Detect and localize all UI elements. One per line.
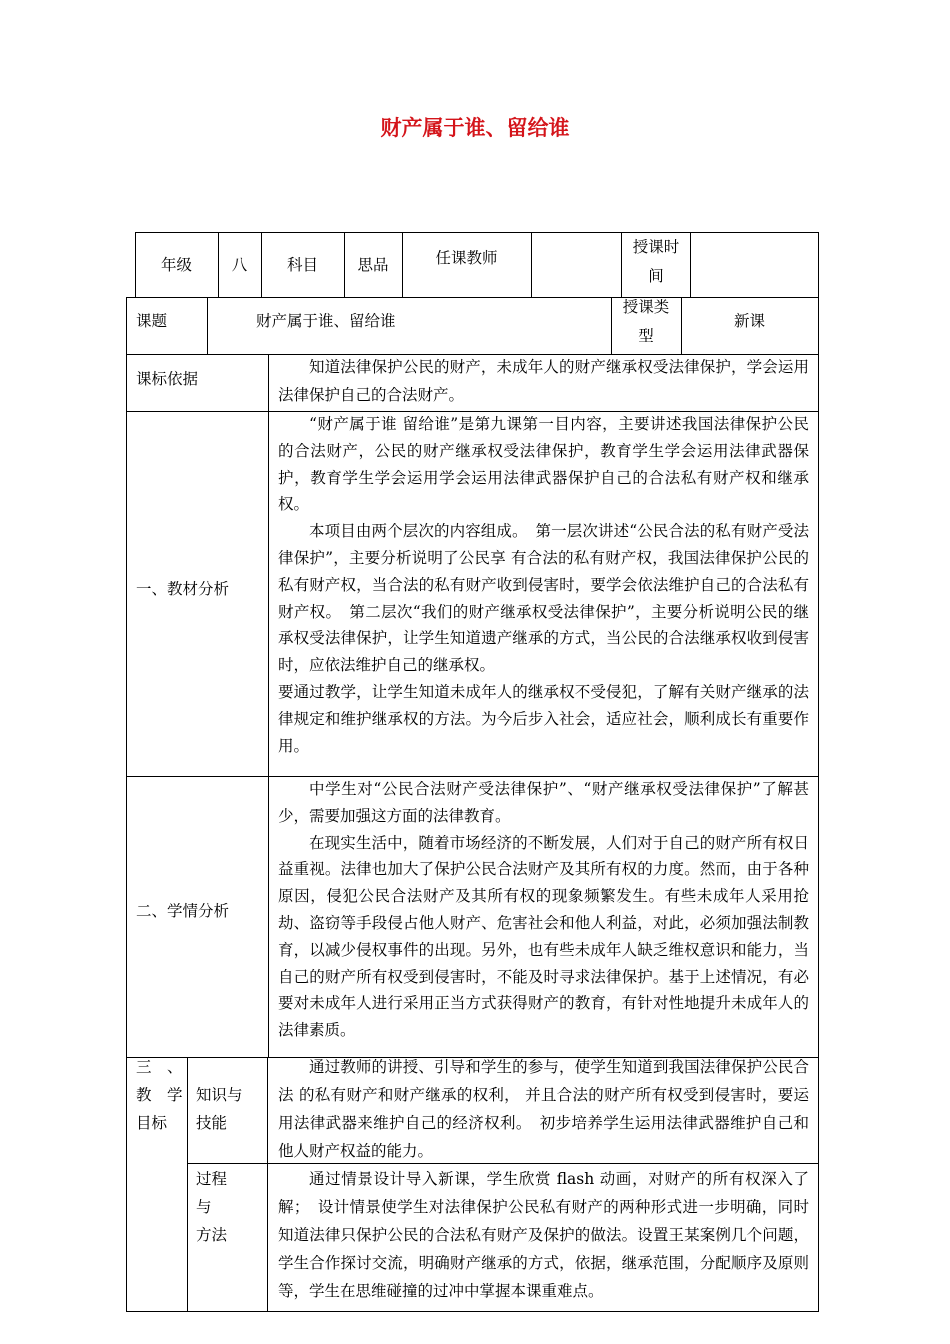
process-label-line: 过程 bbox=[196, 1170, 228, 1188]
students-text-block bbox=[278, 776, 809, 1044]
process-text: 通过情景设计导入新课，学生欣赏 flash 动画，对财产的所有权深入了解； 设计情景使学生对法律保护公民私有财产的两种形式进一步明确，同时知道法律只保护公民的合法私有财产及保护的做法。设置王某案例几个问题，学生合作探讨交流，明确财产继承的方式，依据，继承范围，分配顺序及原则等，学生在思维碰撞的过冲中掌握本课重难点。 bbox=[278, 1170, 809, 1300]
students-paragraph: 在现实生活中，随着市场经济的不断发展，人们对于自己的财产所有权日益重视。法律也加大了保护公民合法财产及其所有权的力度。然而，由于各种原因，侵犯公民合法财产及其所有权的现象频繁发生。有些未成年人采用抢劫、盗窃等手段侵占他人财产、危害社会和他人利益，对此，必须加强法制教育，以减少侵权事件的出现。另外，也有些未成年人缺乏维权意识和能力，当自己的财产所有权受到侵害时，不能及时寻求法律保护。基于上述情况，有必要对未成年人进行采用正当方式获得财产的教育，有针对性地提升未成年人的法律素质。 bbox=[278, 833, 809, 1040]
grade-label: 年级 bbox=[160, 256, 192, 274]
process-label bbox=[196, 1165, 227, 1249]
grade-value: 八 bbox=[231, 256, 248, 274]
table-border bbox=[187, 1057, 188, 1312]
material-paragraph: “财产属于谁 留给谁”是第九课第一目内容，主要讲述我国法律保护公民的合法财产，公民的财产继承权受法律保护，教育学生学会运用法律武器保护，教育学生学会运用学会运用法律武器保护自己的合法私有财产权和继承权。 bbox=[278, 415, 809, 514]
teacher-label: 任课教师 bbox=[435, 249, 498, 267]
table-border bbox=[126, 297, 819, 298]
table-border bbox=[126, 1311, 819, 1312]
basis-text-block bbox=[278, 353, 809, 409]
process-label-line: 与 bbox=[196, 1198, 212, 1216]
topic-label: 课题 bbox=[136, 312, 168, 330]
knowledge-text: 通过教师的讲授、引导和学生的参与，使学生知道到我国法律保护公民合法 的私有财产和财产继承的权利， 并且合法的财产所有权受到侵害时，要运用法律武器来维护自己的经济权利。 初步培养学生运用法律武器维护自己和他人财产权益的能力。 bbox=[278, 1058, 809, 1160]
table-border bbox=[621, 232, 622, 297]
basis-text: 知道法律保护公民的财产，未成年人的财产继承权受法律保护，学会运用法律保护自己的合法财产。 bbox=[278, 358, 809, 404]
table-border bbox=[126, 297, 127, 1312]
topic-value: 财产属于谁、留给谁 bbox=[256, 312, 396, 330]
time-label: 授课时间 bbox=[632, 238, 680, 285]
knowledge-label bbox=[196, 1081, 243, 1137]
students-label: 二、学情分析 bbox=[136, 902, 230, 920]
knowledge-text-block bbox=[278, 1053, 809, 1165]
page-title: 财产属于谁、留给谁 bbox=[380, 115, 570, 140]
table-border bbox=[818, 232, 819, 1312]
basis-label: 课标依据 bbox=[136, 370, 199, 388]
material-paragraph: 要通过教学，让学生知道未成年人的继承权不受侵犯，了解有关财产继承的法律规定和维护继承权的方法。为今后步入社会，适应社会，顺利成长有重要作用。 bbox=[278, 682, 809, 755]
process-text-block bbox=[278, 1165, 809, 1305]
subject-value: 思品 bbox=[357, 256, 389, 274]
goals-label-line: 教 学 bbox=[136, 1086, 183, 1104]
table-border bbox=[268, 354, 269, 1057]
table-border bbox=[611, 297, 612, 354]
type-value: 新课 bbox=[733, 312, 765, 330]
knowledge-label-line: 知识与 bbox=[196, 1086, 243, 1104]
table-border bbox=[690, 232, 691, 297]
subject-label: 科目 bbox=[286, 256, 318, 274]
goals-label-line: 目标 bbox=[136, 1114, 168, 1132]
table-border bbox=[267, 1057, 268, 1312]
goals-label-line: 三 、 bbox=[136, 1058, 183, 1076]
material-label: 一、教材分析 bbox=[136, 580, 230, 598]
material-text-block bbox=[278, 411, 809, 759]
table-border bbox=[207, 297, 208, 354]
goals-label bbox=[136, 1053, 184, 1137]
table-border bbox=[135, 232, 819, 233]
knowledge-label-line: 技能 bbox=[196, 1114, 228, 1132]
students-paragraph: 中学生对“公民合法财产受法律保护”、“财产继承权受法律保护”了解甚少，需要加强这方面的法律教育。 bbox=[278, 780, 809, 825]
material-paragraph: 本项目由两个层次的内容组成。 第一层次讲述“公民合法的私有财产受法律保护”，主要分析说明了公民享 有合法的私有财产权，我国法律保护公民的私有财产权，当合法的私有财产收到侵害时，要学会依法维护自己的合法私有财产权。 第二层次“我们的财产继承权受法律保护”，主要分析说明公民的继承权受法律保护，让学生知道遗产继承的方式，当公民的合法继承权收到侵害时，应依法维护自己的继承权。 bbox=[278, 522, 809, 675]
process-label-line: 方法 bbox=[196, 1226, 228, 1244]
table-border bbox=[531, 232, 532, 297]
type-label: 授课类型 bbox=[622, 298, 670, 345]
